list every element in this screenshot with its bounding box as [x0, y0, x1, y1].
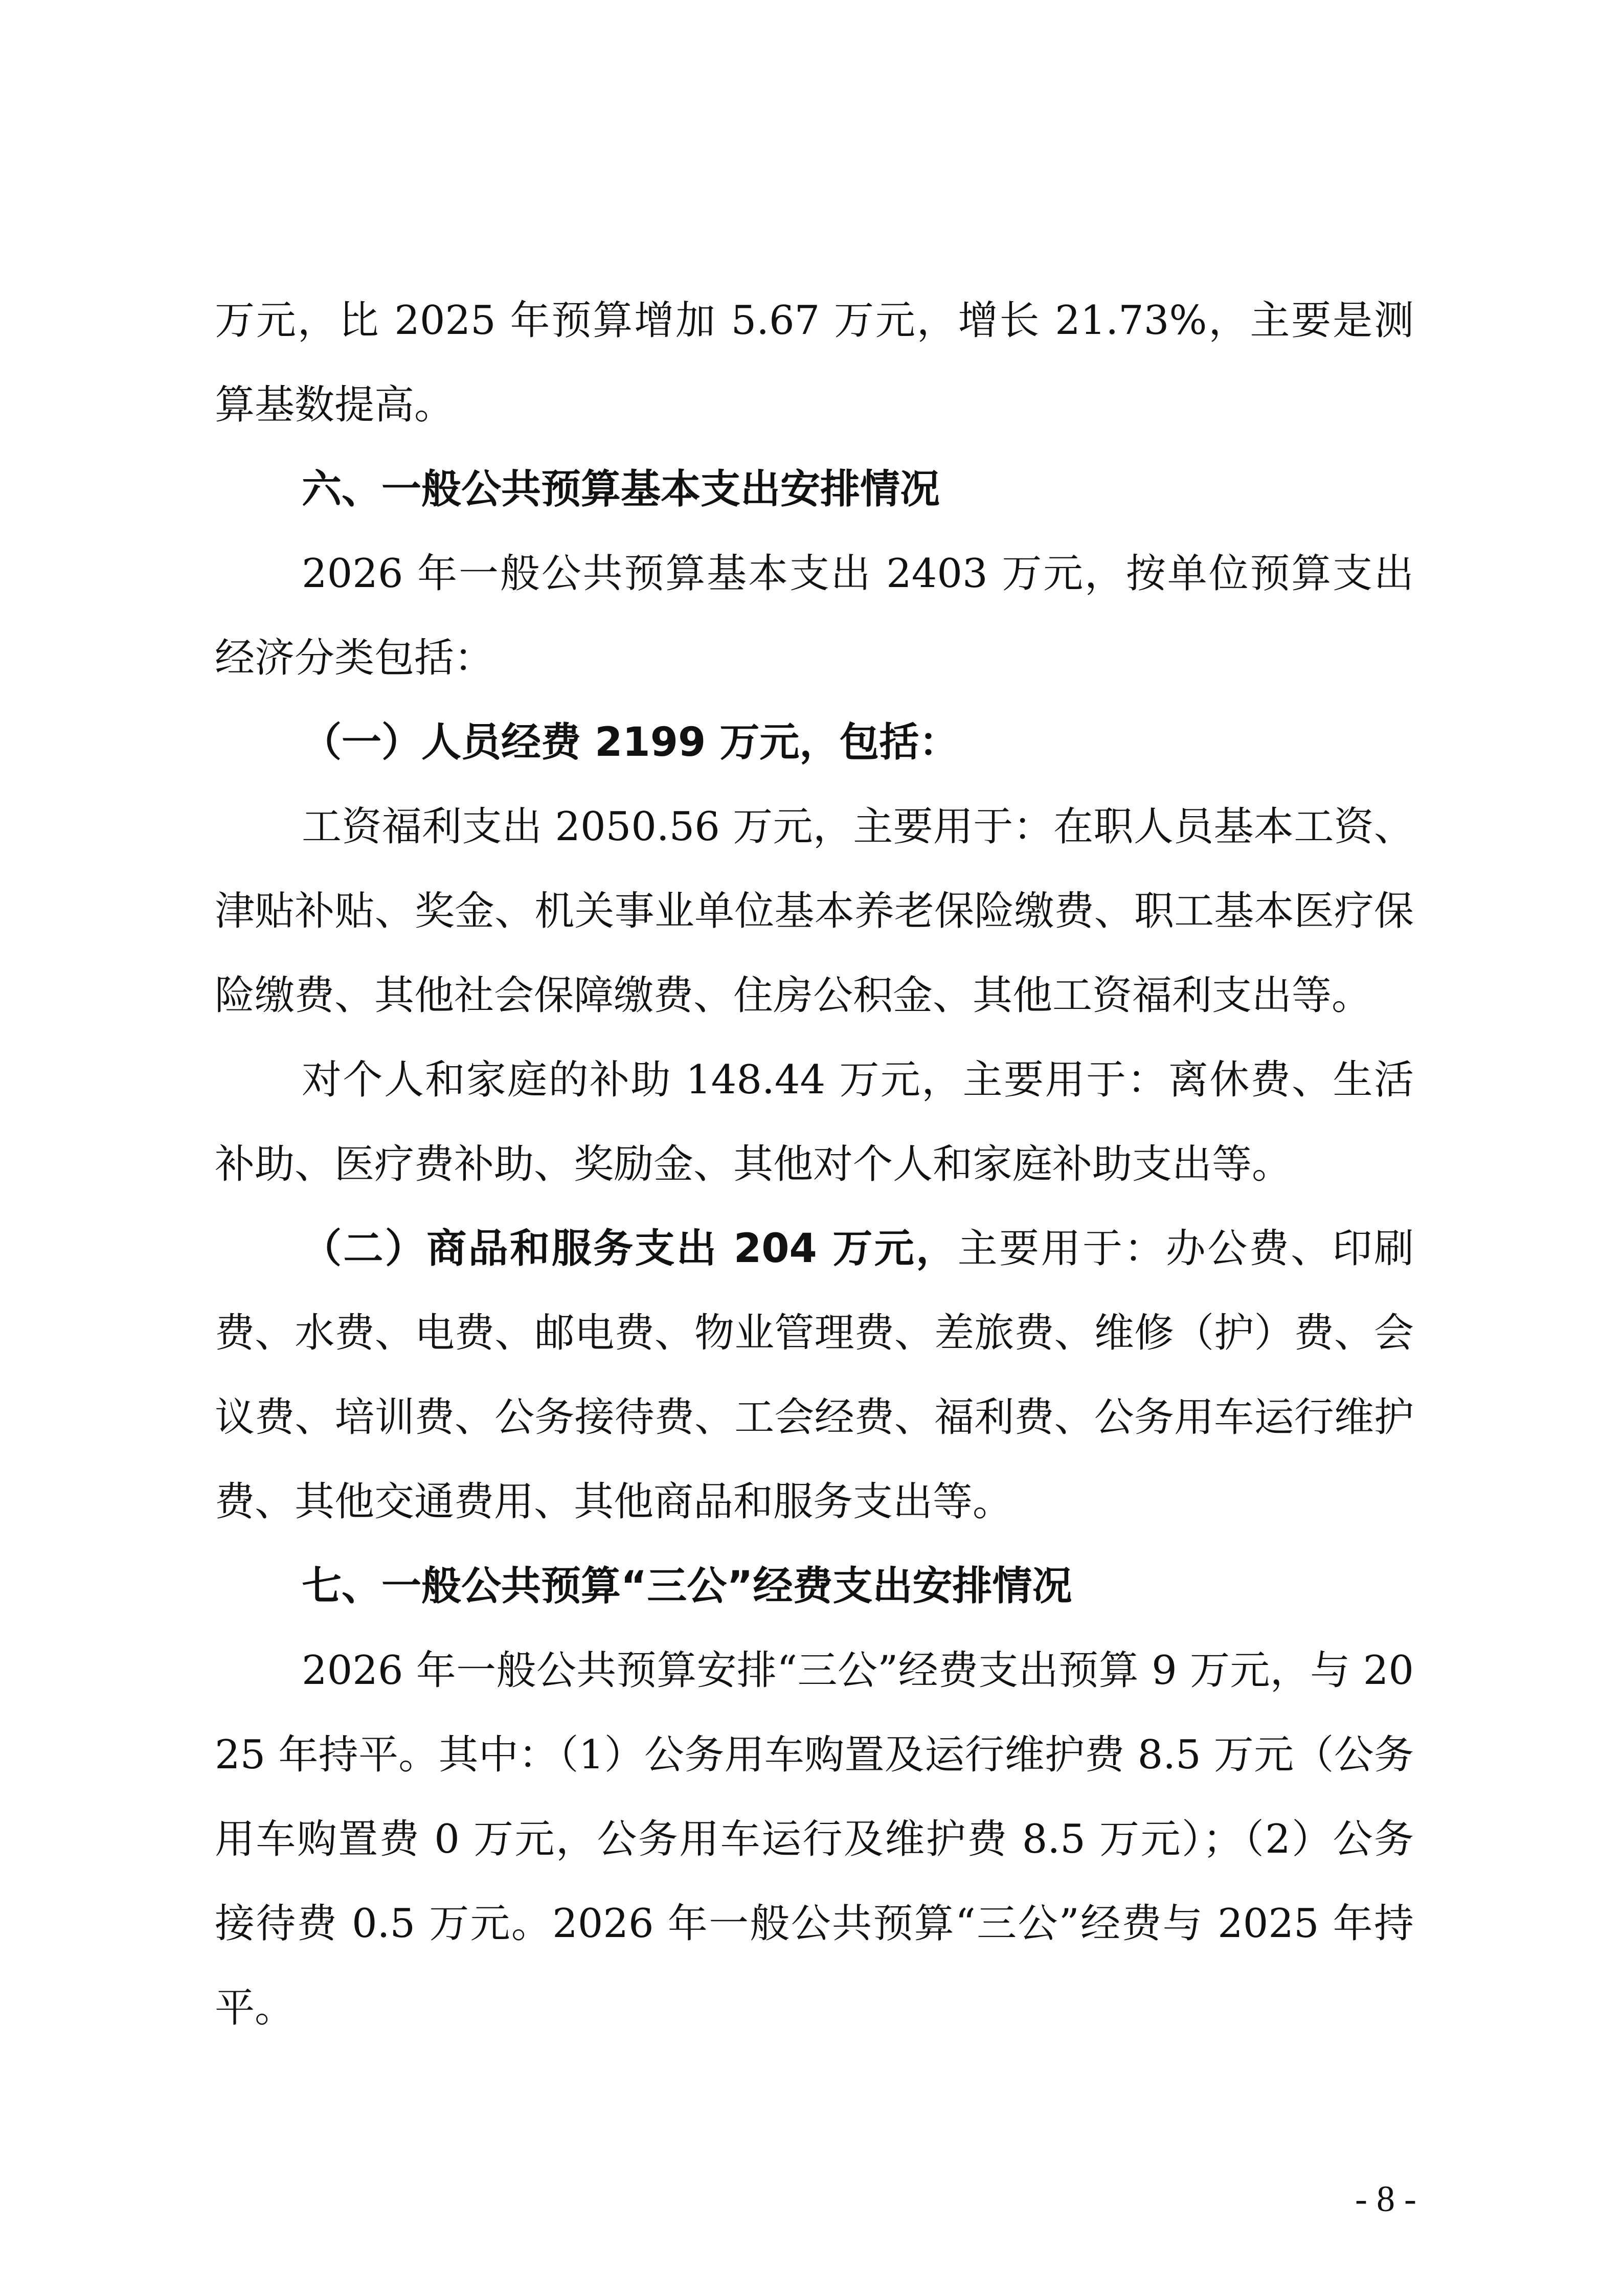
- section-heading-six: 六、一般公共预算基本支出安排情况: [302, 466, 940, 512]
- document-body: [215, 279, 1414, 2051]
- paragraph-wages-welfare: 工资福利支出 2050.56 万元，主要用于：在职人员基本工资、津贴补贴、奖金、机关事业单位基本养老保险缴费、职工基本医疗保险缴费、其他社会保障缴费、住房公积金、其他工资福利支出等。: [215, 804, 1414, 1019]
- goods-services-lead: （二）商品和服务支出 204 万元，: [302, 1226, 958, 1272]
- paragraph-goods-services: [215, 1207, 1414, 1544]
- section-heading-seven: 七、一般公共预算“三公”经费支出安排情况: [302, 1563, 1072, 1609]
- goods-services-text: 主要用于：办公费、印刷费、水费、电费、邮电费、物业管理费、差旅费、维修（护）费、会议费、培训费、公务接待费、工会经费、福利费、公务用车运行维护费、其他交通费用、其他商品和服务支出等。: [215, 1226, 1414, 1525]
- subsection-heading-personnel: （一）人员经费 2199 万元，包括：: [302, 719, 959, 766]
- paragraph-basic-expenditure: 2026 年一般公共预算基本支出 2403 万元，按单位预算支出经济分类包括：: [215, 551, 1414, 681]
- page-number: - 8 -: [1355, 2178, 1416, 2219]
- paragraph-three-public-expenses: 2026 年一般公共预算安排“三公”经费支出预算 9 万元，与 2025 年持平。其中：（1）公务用车购置及运行维护费 8.5 万元（公务用车购置费 0 万元，公务用车运行及维护费 8.5 万元）；（2）公务接待费 0.5 万元。2026 年一般公共预算“三公”经费与 2025 年持平。: [215, 1648, 1414, 2031]
- paragraph-household-subsidy: 对个人和家庭的补助 148.44 万元，主要用于：离休费、生活补助、医疗费补助、奖励金、其他对个人和家庭补助支出等。: [215, 1057, 1414, 1187]
- paragraph-continuation: 万元，比 2025 年预算增加 5.67 万元，增长 21.73%，主要是测算基数提高。: [215, 298, 1414, 428]
